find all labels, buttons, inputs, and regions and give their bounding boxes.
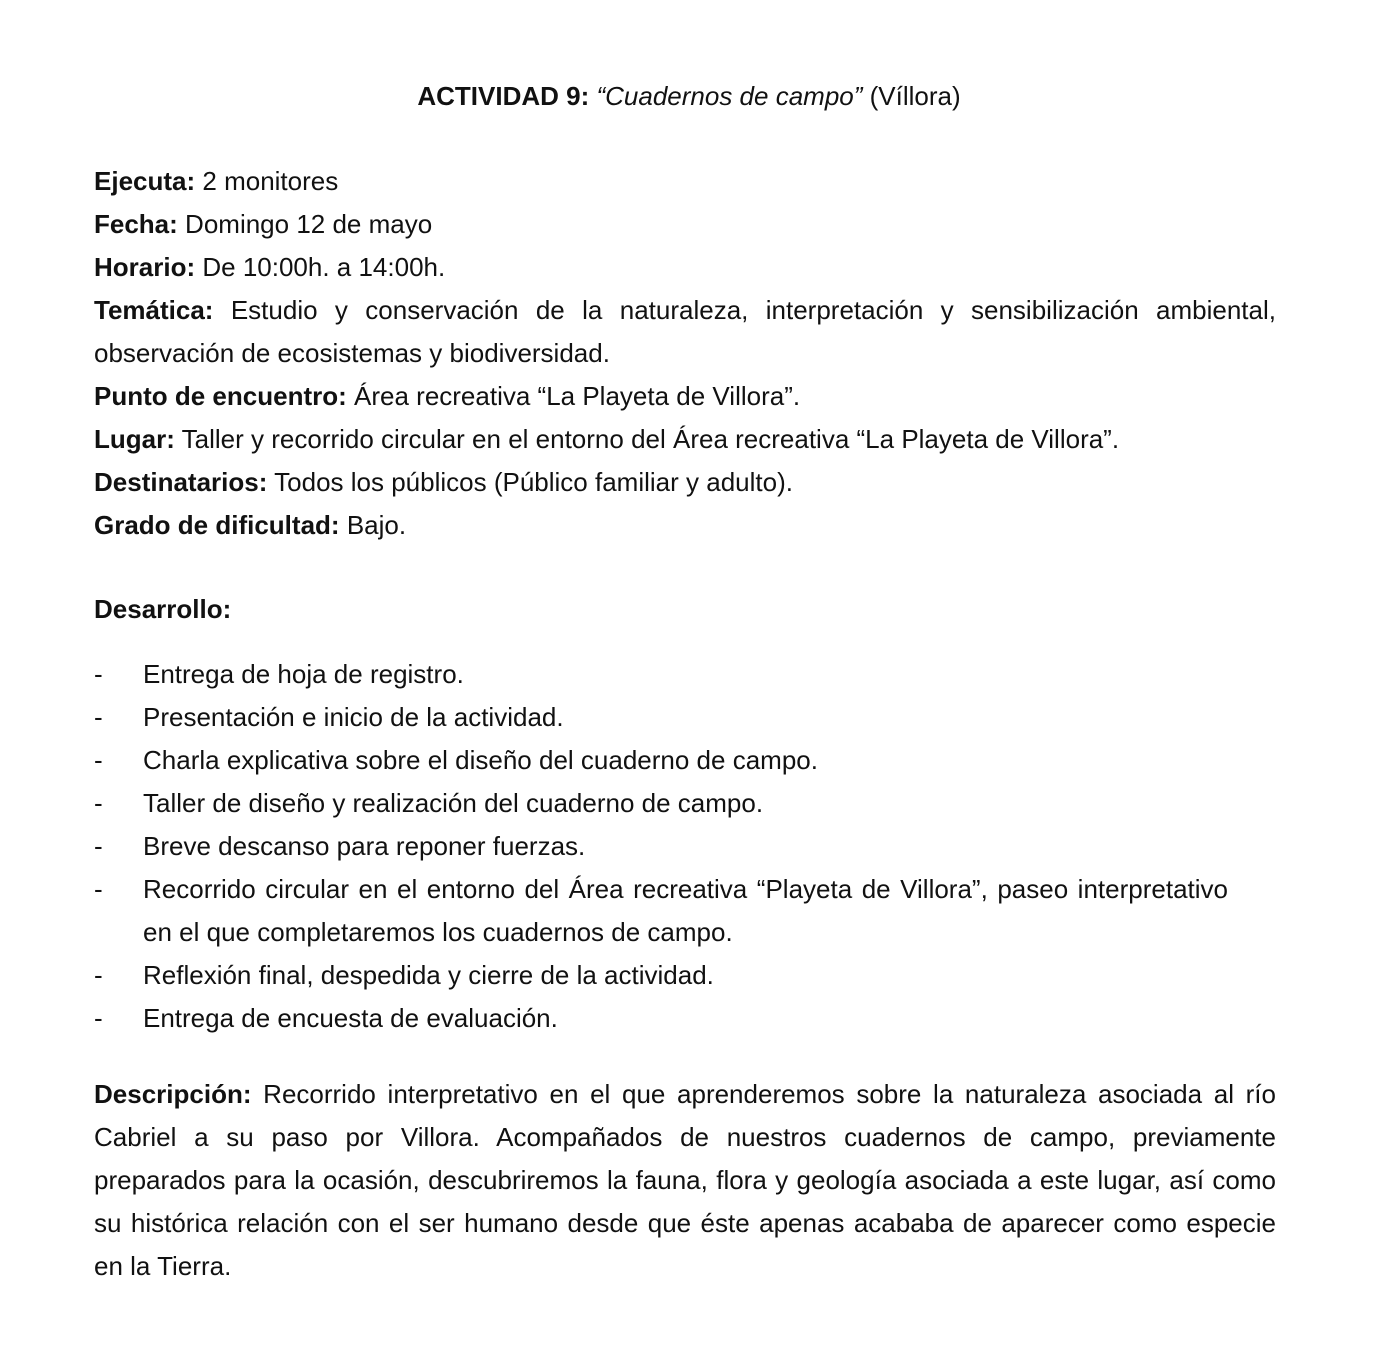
field-label: Ejecuta:	[94, 166, 196, 196]
dash-bullet: -	[94, 788, 103, 818]
field-fecha	[94, 203, 1276, 246]
step-text: Taller de diseño y realización del cuaderno de campo.	[143, 788, 764, 818]
field-dificultad	[94, 504, 1276, 547]
field-ejecuta	[94, 160, 1276, 203]
list-item	[94, 868, 1228, 954]
descripcion-text: Recorrido interpretativo en el que aprenderemos sobre la naturaleza asociada al río Cabriel a su paso por Villora. Acompañados de nuestros cuadernos de campo, previamente preparados para la ocasión, descubriremos la fauna, flora y geología asociada a este lugar, así como su histórica relación con el ser humano desde que éste apenas acababa de aparecer como especie en la Tierra.	[94, 1079, 1276, 1281]
activity-title	[0, 78, 1378, 114]
list-item	[94, 696, 1228, 739]
dash-bullet: -	[94, 831, 103, 861]
step-text: Breve descanso para reponer fuerzas.	[143, 831, 586, 861]
activity-name: “Cuadernos de campo”	[596, 81, 863, 111]
field-tematica	[94, 289, 1276, 375]
dash-bullet: -	[94, 659, 103, 689]
list-item	[94, 954, 1228, 997]
desarrollo-list	[94, 653, 1228, 1040]
step-text: Entrega de encuesta de evaluación.	[143, 1003, 558, 1033]
field-value: Taller y recorrido circular en el entorno del Área recreativa “La Playeta de Villora”.	[181, 424, 1120, 454]
field-label: Punto de encuentro:	[94, 381, 347, 411]
step-text: Presentación e inicio de la actividad.	[143, 702, 564, 732]
field-label: Fecha:	[94, 209, 178, 239]
field-label: Lugar:	[94, 424, 175, 454]
activity-place: (Víllora)	[869, 81, 961, 111]
desarrollo-heading: Desarrollo:	[94, 594, 232, 624]
list-item	[94, 782, 1228, 825]
list-item	[94, 739, 1228, 782]
field-label: Grado de dificultad:	[94, 510, 340, 540]
dash-bullet: -	[94, 874, 103, 904]
step-text: Charla explicativa sobre el diseño del cuaderno de campo.	[143, 745, 818, 775]
dash-bullet: -	[94, 745, 103, 775]
field-label: Destinatarios:	[94, 467, 268, 497]
field-value: Domingo 12 de mayo	[185, 209, 433, 239]
activity-details	[94, 160, 1276, 547]
field-value: Todos los públicos (Público familiar y adulto).	[274, 467, 793, 497]
list-item	[94, 997, 1228, 1040]
field-horario	[94, 246, 1276, 289]
field-value: 2 monitores	[202, 166, 339, 196]
field-punto-encuentro	[94, 375, 1276, 418]
field-label: Horario:	[94, 252, 196, 282]
dash-bullet: -	[94, 960, 103, 990]
list-item	[94, 653, 1228, 696]
dash-bullet: -	[94, 702, 103, 732]
field-destinatarios	[94, 461, 1276, 504]
step-text: Entrega de hoja de registro.	[143, 659, 464, 689]
activity-number: ACTIVIDAD 9:	[417, 81, 590, 111]
field-value: De 10:00h. a 14:00h.	[202, 252, 446, 282]
field-lugar	[94, 418, 1276, 461]
field-value: Bajo.	[346, 510, 407, 540]
step-text: Reflexión final, despedida y cierre de la actividad.	[143, 960, 714, 990]
descripcion-paragraph	[94, 1073, 1276, 1288]
descripcion-label: Descripción:	[94, 1079, 252, 1109]
step-text: Recorrido circular en el entorno del Área recreativa “Playeta de Villora”, paseo interpretativo en el que completaremos los cuadernos de campo.	[143, 874, 1228, 947]
field-label: Temática:	[94, 295, 214, 325]
dash-bullet: -	[94, 1003, 103, 1033]
field-value: Área recreativa “La Playeta de Villora”.	[354, 381, 801, 411]
field-value: Estudio y conservación de la naturaleza, interpretación y sensibilización ambiental, observación de ecosistemas y biodiversidad.	[94, 295, 1276, 368]
list-item	[94, 825, 1228, 868]
